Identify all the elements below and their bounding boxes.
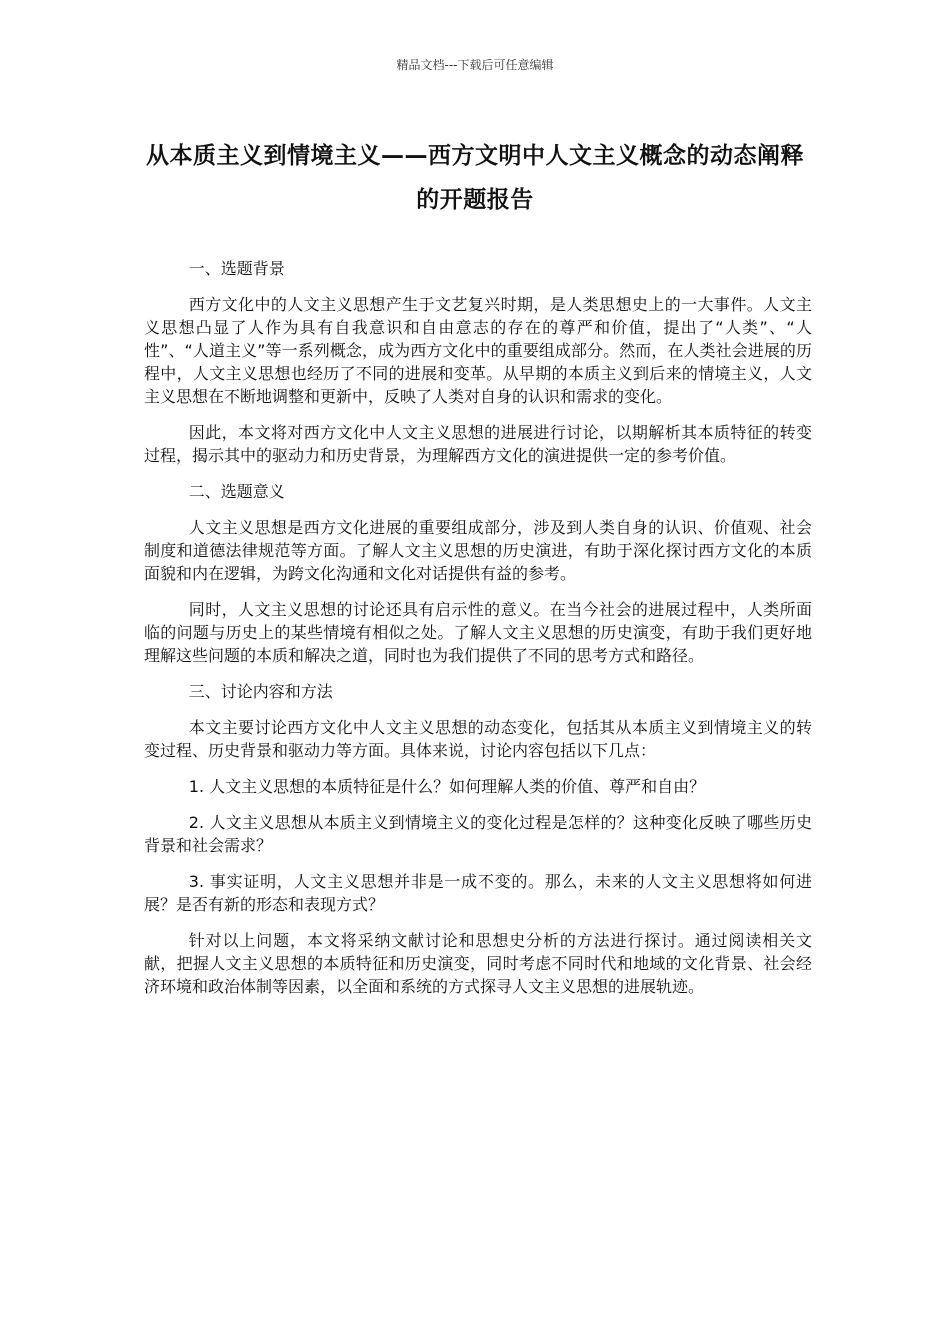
- list-item: 3. 事实证明，人文主义思想并非是一成不变的。那么，未来的人文主义思想将如何进展？是否有新的形态和表现方式？: [144, 872, 812, 914]
- paragraph: 针对以上问题，本文将采纳文献讨论和思想史分析的方法进行探讨。通过阅读相关文献，把握人文主义思想的本质特征和历史演变，同时考虑不同时代和地域的文化背景、社会经济环境和政治体制等因素，以全面和系统的方式探寻人文主义思想的进展轨迹。: [144, 931, 812, 996]
- paragraph: 因此，本文将对西方文化中人文主义思想的进展进行讨论，以期解析其本质特征的转变过程，揭示其中的驱动力和历史背景，为理解西方文化的演进提供一定的参考价值。: [144, 423, 812, 465]
- paragraph: 人文主义思想是西方文化进展的重要组成部分，涉及到人类自身的认识、价值观、社会制度和道德法律规范等方面。了解人文主义思想的历史演进，有助于深化探讨西方文化的本质面貌和内在逻辑，为跨文化沟通和文化对话提供有益的参考。: [144, 518, 812, 583]
- paragraph: 同时，人文主义思想的讨论还具有启示性的意义。在当今社会的进展过程中，人类所面临的问题与历史上的某些情境有相似之处。了解人文主义思想的历史演变，有助于我们更好地理解这些问题的本质和解决之道，同时也为我们提供了不同的思考方式和路径。: [144, 600, 812, 665]
- list-item: 2. 人文主义思想从本质主义到情境主义的变化过程是怎样的？这种变化反映了哪些历史背景和社会需求？: [144, 813, 812, 855]
- section-heading-background: 一、选题背景: [188, 259, 285, 278]
- paragraph: 西方文化中的人文主义思想产生于文艺复兴时期，是人类思想史上的一大事件。人文主义思想凸显了人作为具有自我意识和自由意志的存在的尊严和价值，提出了“人类”、“人性”、“人道主义”等一系列概念，成为西方文化中的重要组成部分。然而，在人类社会进展的历程中，人文主义思想也经历了不同的进展和变革。从早期的本质主义到后来的情境主义，人文主义思想在不断地调整和更新中，反映了人类对自身的认识和需求的变化。: [144, 295, 812, 406]
- section-heading-significance: 二、选题意义: [188, 482, 285, 501]
- page-header: 精品文档---下载后可任意编辑: [396, 58, 554, 72]
- document-title: 从本质主义到情境主义——西方文明中人文主义概念的动态阐释的开题报告: [146, 143, 804, 213]
- document-body: [144, 257, 812, 1011]
- list-item: 1. 人文主义思想的本质特征是什么？如何理解人类的价值、尊严和自由？: [188, 777, 706, 796]
- paragraph: 本文主要讨论西方文化中人文主义思想的动态变化，包括其从本质主义到情境主义的转变过程、历史背景和驱动力等方面。具体来说，讨论内容包括以下几点：: [144, 718, 812, 760]
- section-heading-content-method: 三、讨论内容和方法: [188, 682, 333, 701]
